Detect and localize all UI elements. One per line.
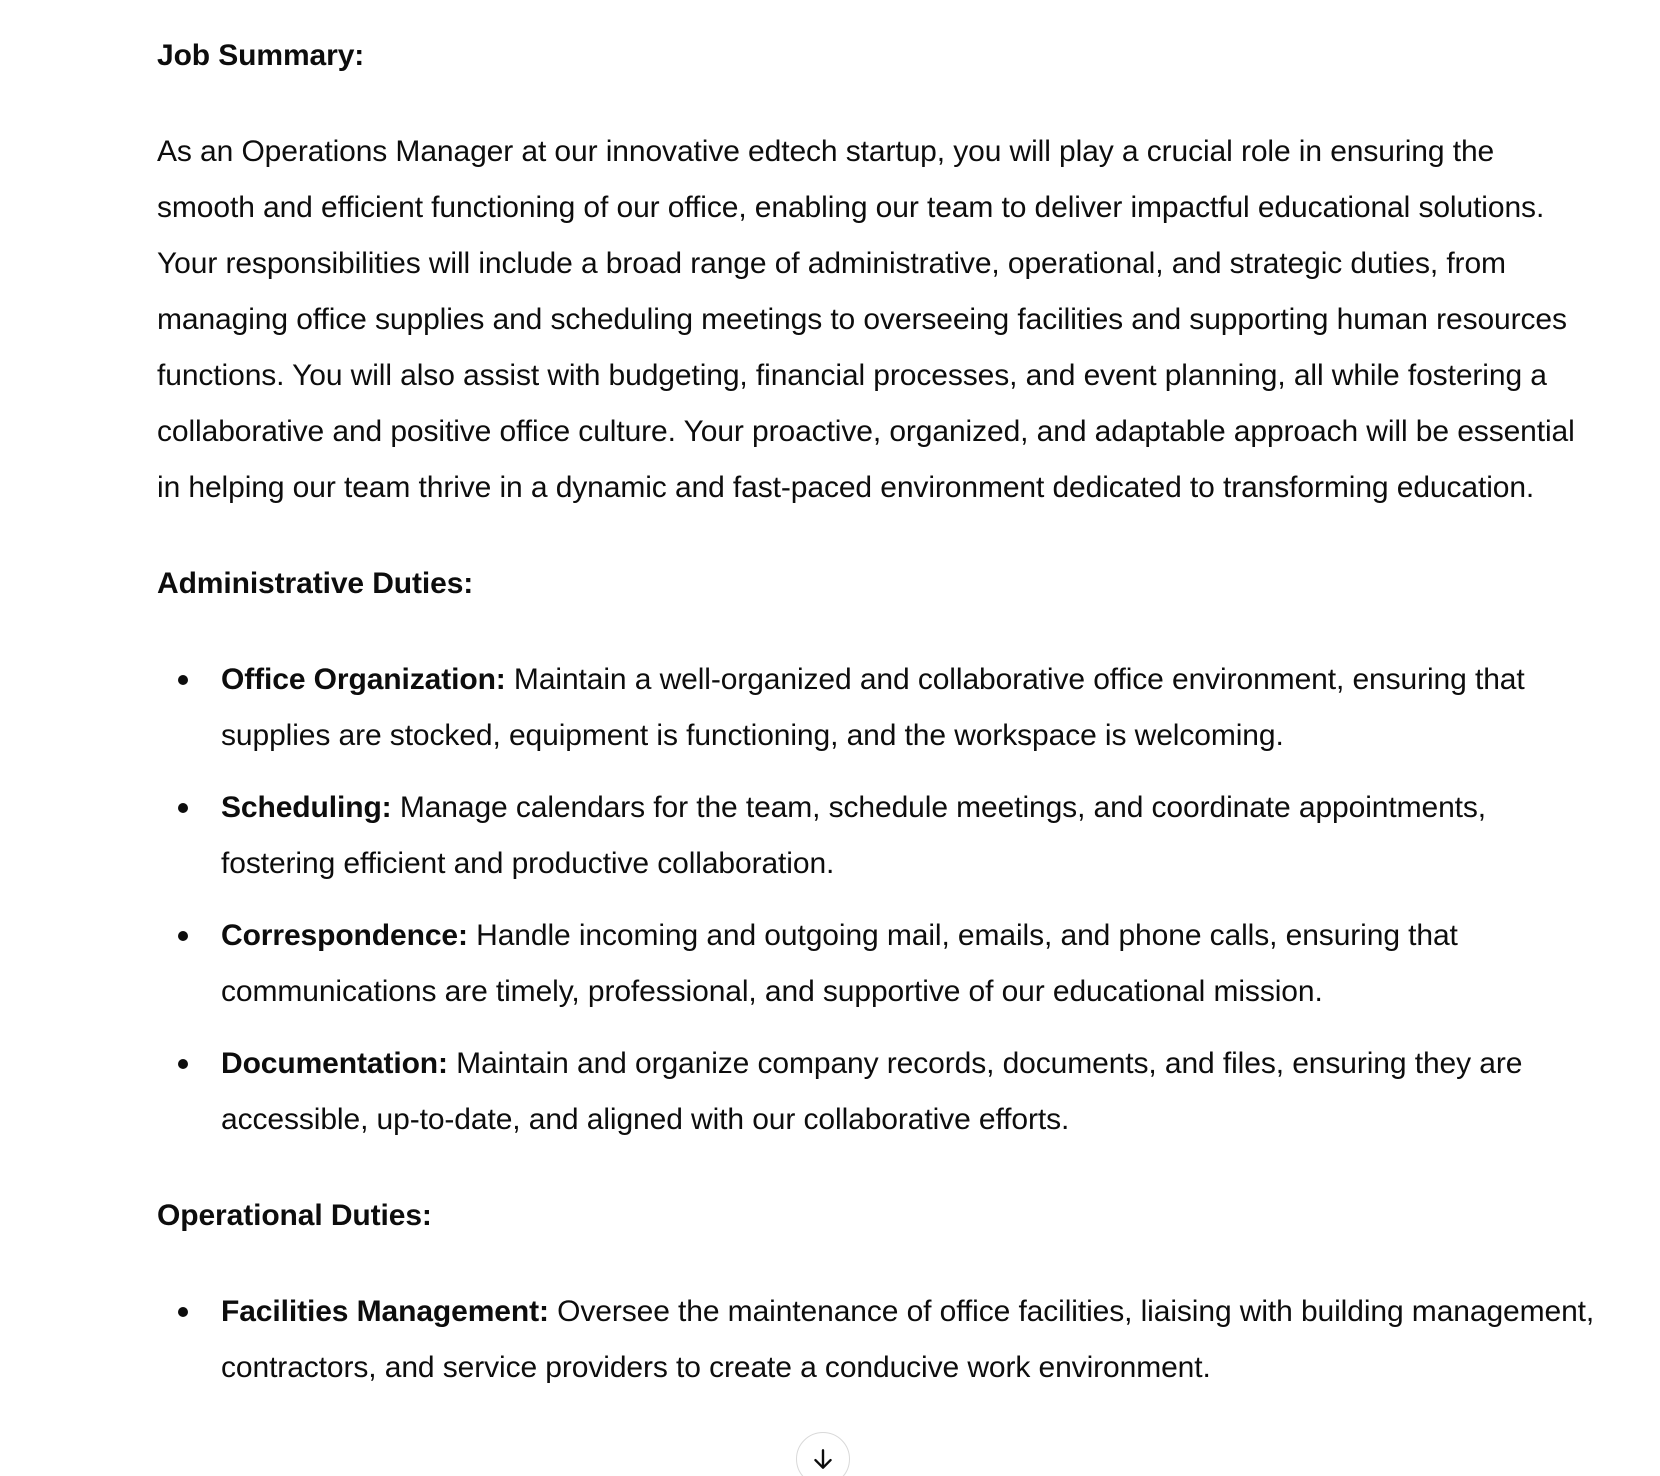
job-summary-heading: Job Summary: [157,39,365,72]
duty-description: Maintain and organize company records, documents, and files, ensuring they are accessible, up-to-date, and aligned with our collaborative efforts. [221,1047,1523,1136]
administrative-duties-heading: Administrative Duties: [157,567,474,600]
bullet-icon [178,675,188,685]
list-item [157,1284,1597,1396]
bullet-icon [178,931,188,941]
duty-description: Handle incoming and outgoing mail, emails, and phone calls, ensuring that communications are timely, professional, and supportive of our educational mission. [221,919,1458,1008]
duty-description: Maintain a well-organized and collaborative office environment, ensuring that supplies are stocked, equipment is functioning, and the workspace is welcoming. [221,663,1525,752]
duty-term: Facilities Management: [221,1295,549,1328]
job-summary-text: As an Operations Manager at our innovative edtech startup, you will play a crucial role in ensuring the smooth and efficient functioning of our office, enabling our team to deliver impactful educational solutions. Your responsibilities will include a broad range of administrative, operational, and strategic duties, from managing office supplies and scheduling meetings to overseeing facilities and supporting human resources functions. You will also assist with budgeting, financial processes, and event planning, all while fostering a collaborative and positive office culture. Your proactive, organized, and adaptable approach will be essential in helping our team thrive in a dynamic and fast-paced environment dedicated to transforming education. [157,135,1575,504]
list-item [157,780,1597,892]
bullet-icon [178,1059,188,1069]
duty-term: Scheduling: [221,791,392,824]
duty-term: Office Organization: [221,663,506,696]
list-item [157,652,1597,764]
administrative-duties-list [157,652,1597,1148]
list-item [157,1036,1597,1148]
duty-term: Correspondence: [221,919,468,952]
list-item [157,908,1597,1020]
scroll-to-bottom-button[interactable] [796,1432,850,1476]
duty-description: Manage calendars for the team, schedule meetings, and coordinate appointments, fostering efficient and productive collaboration. [221,791,1487,880]
bullet-icon [178,803,188,813]
bullet-icon [178,1307,188,1317]
arrow-down-icon [810,1446,836,1472]
operational-duties-heading: Operational Duties: [157,1199,432,1232]
message-content [157,28,1597,1436]
duty-term: Documentation: [221,1047,448,1080]
operational-duties-list [157,1284,1597,1396]
duty-description: Oversee the maintenance of office facilities, liaising with building management, contractors, and service providers to create a conducive work environment. [221,1295,1595,1384]
